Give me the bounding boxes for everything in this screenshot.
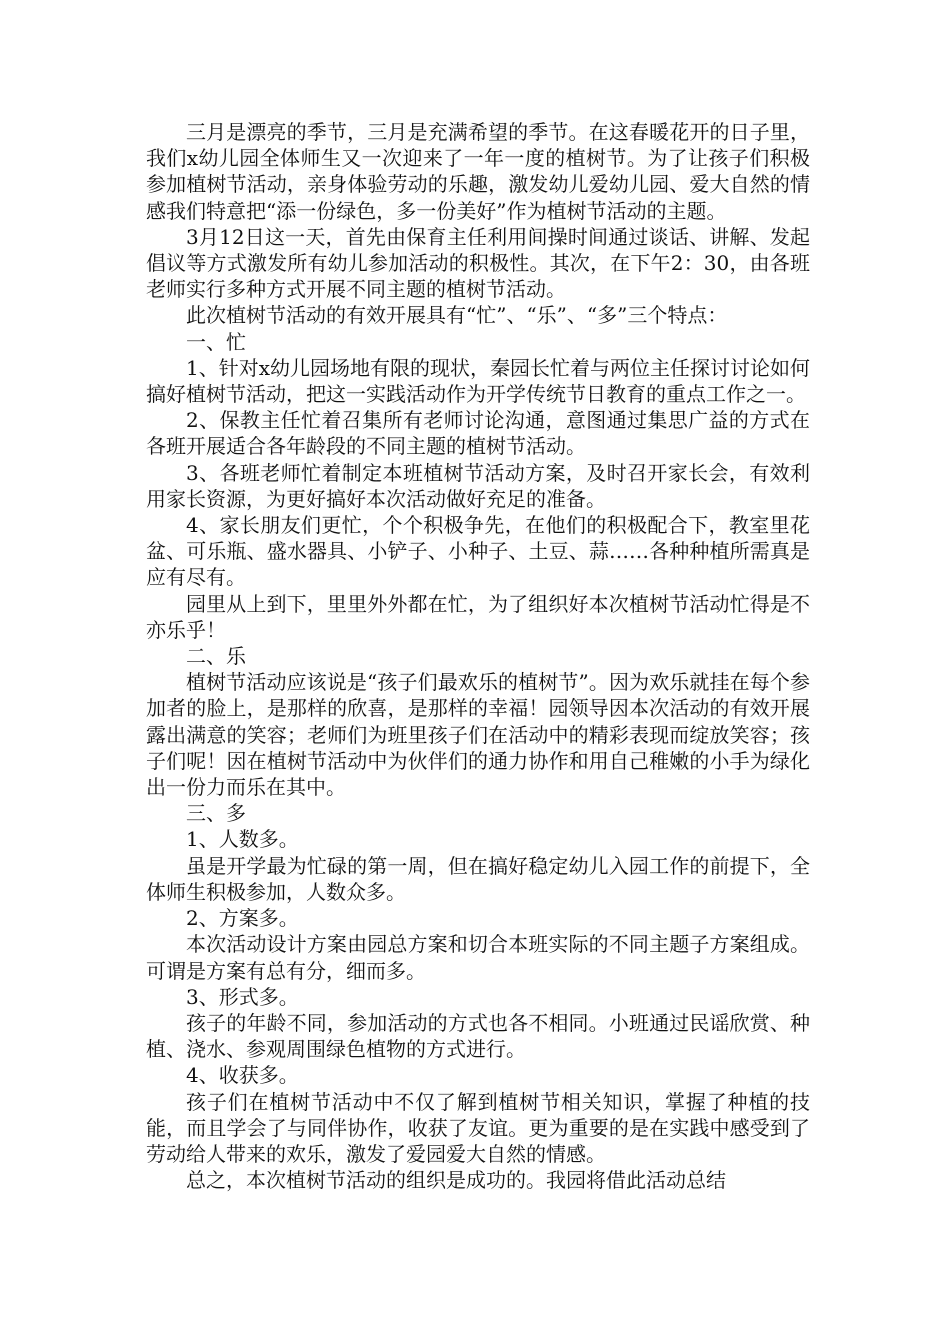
paragraph: 虽是开学最为忙碌的第一周，但在搞好稳定幼儿入园工作的前提下，全体师生积极参加，人数众多。 <box>146 853 810 904</box>
paragraph: 园里从上到下，里里外外都在忙，为了组织好本次植树节活动忙得是不亦乐乎！ <box>146 591 810 642</box>
paragraph: 3月12日这一天，首先由保育主任利用间操时间通过谈话、讲解、发起倡议等方式激发所有幼儿参加活动的积极性。其次，在下午2：30，由各班老师实行多种方式开展不同主题的植树节活动。 <box>146 224 810 302</box>
paragraph: 4、家长朋友们更忙，个个积极争先，在他们的积极配合下，教室里花盆、可乐瓶、盛水器具、小铲子、小种子、土豆、蒜……各种种植所需真是应有尽有。 <box>146 513 810 590</box>
paragraph: 孩子们在植树节活动中不仅了解到植树节相关知识，掌握了种植的技能，而且学会了与同伴协作，收获了友谊。更为重要的是在实践中感受到了劳动给人带来的欢乐，激发了爱园爱大自然的情感。 <box>146 1089 810 1166</box>
paragraph: 2、保教主任忙着召集所有老师讨论沟通，意图通过集思广益的方式在各班开展适合各年龄段的不同主题的植树节活动。 <box>146 408 810 459</box>
paragraph: 本次活动设计方案由园总方案和切合本班实际的不同主题子方案组成。可谓是方案有总有分，细而多。 <box>146 932 810 983</box>
subheading: 3、形式多。 <box>186 984 299 1009</box>
paragraph: 三月是漂亮的季节，三月是充满希望的季节。在这春暖花开的日子里，我们x幼儿园全体师生又一次迎来了一年一度的植树节。为了让孩子们积极参加植树节活动，亲身体验劳动的乐趣，激发幼儿爱幼儿园、爱大自然的情感我们特意把“添一份绿色，多一份美好”作为植树节活动的主题。 <box>146 120 810 223</box>
section-heading: 三、多 <box>186 801 246 826</box>
paragraph: 1、针对x幼儿园场地有限的现状，秦园长忙着与两位主任探讨讨论如何搞好植树节活动，把这一实践活动作为开学传统节日教育的重点工作之一。 <box>146 355 811 407</box>
section-heading: 二、乐 <box>186 644 246 669</box>
paragraph: 植树节活动应该说是“孩子们最欢乐的植树节”。因为欢乐就挂在每个参加者的脸上，是那样的欣喜，是那样的幸福！园领导因本次活动的有效开展露出满意的笑容；老师们为班里孩子们在活动中的精彩表现而绽放笑容；孩子们呢！因在植树节活动中为伙伴们的通力协作和用自己稚嫩的小手为绿化出一份力而乐在其中。 <box>146 670 810 800</box>
subheading: 4、收获多。 <box>186 1063 299 1088</box>
paragraph: 孩子的年龄不同，参加活动的方式也各不相同。小班通过民谣欣赏、种植、浇水、参观周围绿色植物的方式进行。 <box>146 1010 810 1062</box>
section-heading: 一、忙 <box>186 329 246 354</box>
document-body <box>146 119 810 1193</box>
paragraph: 此次植树节活动的有效开展具有“忙”、“乐”、“多”三个特点： <box>186 303 728 328</box>
paragraph: 总之，本次植树节活动的组织是成功的。我园将借此活动总结 <box>186 1168 726 1193</box>
subheading: 1、人数多。 <box>186 827 299 852</box>
subheading: 2、方案多。 <box>186 906 299 931</box>
paragraph: 3、各班老师忙着制定本班植树节活动方案，及时召开家长会，有效利用家长资源，为更好搞好本次活动做好充足的准备。 <box>146 460 810 511</box>
